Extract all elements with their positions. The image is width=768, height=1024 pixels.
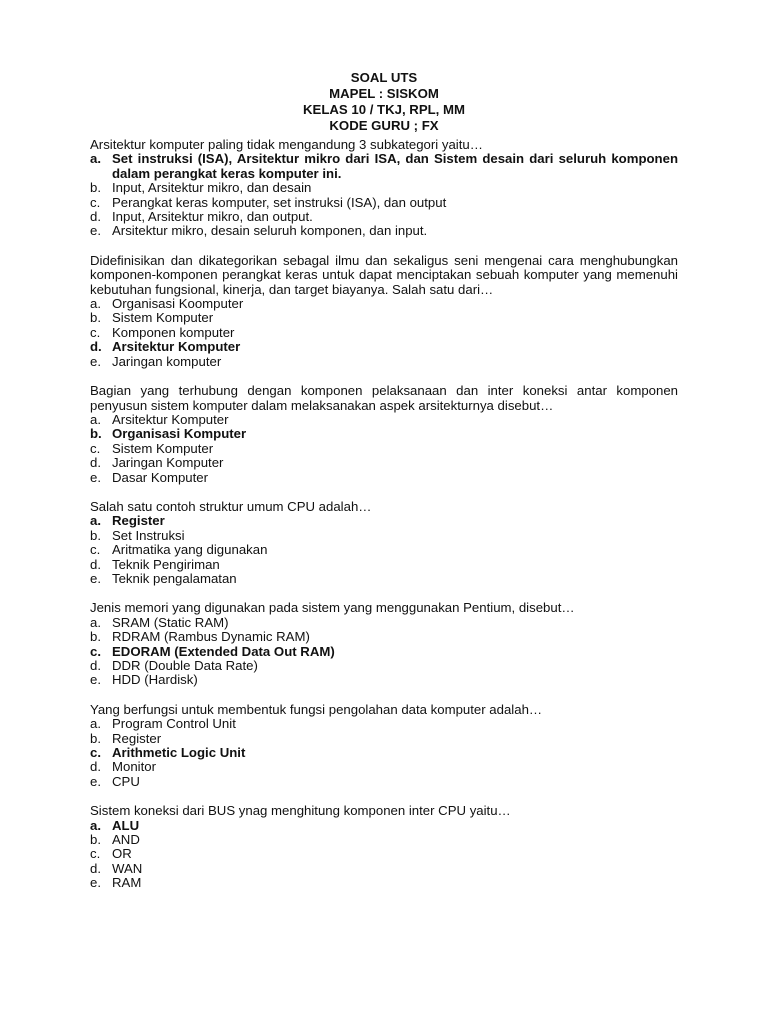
option-text: Monitor xyxy=(112,759,156,775)
option-letter: e. xyxy=(90,570,101,586)
answer-option-correct xyxy=(90,514,678,528)
option-letter: c. xyxy=(90,542,101,558)
answer-option xyxy=(90,659,678,673)
option-text: Teknik pengalamatan xyxy=(112,570,237,586)
option-letter: c. xyxy=(90,846,101,862)
option-letter: a. xyxy=(90,151,101,167)
option-text: Komponen komputer xyxy=(112,324,235,340)
option-text: Input, Arsitektur mikro, dan output. xyxy=(112,209,313,225)
answer-option-correct xyxy=(90,427,678,441)
option-letter: b. xyxy=(90,180,101,196)
question-4 xyxy=(90,500,678,586)
option-letter: a. xyxy=(90,614,101,630)
answer-option xyxy=(90,833,678,847)
option-text: HDD (Hardisk) xyxy=(112,672,198,688)
answer-option xyxy=(90,442,678,456)
answer-option xyxy=(90,775,678,789)
option-letter: d. xyxy=(90,455,101,471)
answer-option xyxy=(90,196,678,210)
answer-option-correct xyxy=(90,746,678,760)
option-text: Jaringan Komputer xyxy=(112,455,224,471)
exam-class: KELAS 10 / TKJ, RPL, MM xyxy=(303,102,465,117)
option-letter: a. xyxy=(90,817,101,833)
option-letter: c. xyxy=(90,194,101,210)
answer-option xyxy=(90,355,678,369)
question-1 xyxy=(90,138,678,239)
answer-option-correct xyxy=(90,645,678,659)
option-text: Organisasi Koomputer xyxy=(112,296,244,312)
option-letter: d. xyxy=(90,209,101,225)
answer-option xyxy=(90,326,678,340)
exam-header xyxy=(0,70,768,134)
option-text: Arsitektur Komputer xyxy=(112,411,229,427)
option-text: Teknik Pengiriman xyxy=(112,556,220,572)
answer-option xyxy=(90,311,678,325)
option-letter: c. xyxy=(90,745,101,761)
answer-option xyxy=(90,673,678,687)
question-5 xyxy=(90,601,678,687)
option-text: WAN xyxy=(112,860,143,876)
answer-option xyxy=(90,297,678,311)
option-letter: d. xyxy=(90,556,101,572)
option-text: AND xyxy=(112,832,140,848)
answer-option xyxy=(90,456,678,470)
option-letter: a. xyxy=(90,513,101,529)
question-text: Arsitektur komputer paling tidak mengandung 3 subkategori yaitu… xyxy=(90,137,483,152)
answer-option xyxy=(90,847,678,861)
option-letter: e. xyxy=(90,469,101,485)
option-letter: e. xyxy=(90,223,101,239)
option-text: EDORAM (Extended Data Out RAM) xyxy=(112,643,335,659)
option-text: Register xyxy=(112,730,162,746)
option-text: Aritmatika yang digunakan xyxy=(112,542,268,558)
option-letter: b. xyxy=(90,730,101,746)
option-letter: d. xyxy=(90,860,101,876)
option-text: ALU xyxy=(112,817,140,833)
option-letter: c. xyxy=(90,643,101,659)
exam-title: SOAL UTS xyxy=(350,70,418,85)
exam-subject: MAPEL : SISKOM xyxy=(329,86,439,101)
option-text: CPU xyxy=(112,773,140,789)
answer-option xyxy=(90,471,678,485)
option-letter: b. xyxy=(90,629,101,645)
option-letter: d. xyxy=(90,658,101,673)
option-text: Dasar Komputer xyxy=(112,469,209,485)
answer-option xyxy=(90,543,678,557)
option-text: Sistem Komputer xyxy=(112,440,214,456)
answer-option xyxy=(90,210,678,224)
option-letter: c. xyxy=(90,324,101,340)
option-text: Register xyxy=(112,513,165,529)
option-letter: b. xyxy=(90,832,101,848)
teacher-code: KODE GURU ; FX xyxy=(329,118,439,133)
option-letter: b. xyxy=(90,310,101,326)
answer-option xyxy=(90,862,678,876)
answer-option-correct xyxy=(90,819,678,833)
option-letter: b. xyxy=(90,426,102,442)
answer-option xyxy=(90,616,678,630)
option-letter: a. xyxy=(90,716,101,732)
answer-option xyxy=(90,224,678,238)
option-text: Program Control Unit xyxy=(112,716,236,732)
question-7 xyxy=(90,804,678,890)
option-text: Arithmetic Logic Unit xyxy=(112,745,246,761)
option-text: Jaringan komputer xyxy=(112,353,222,369)
option-text: Set Instruksi xyxy=(112,527,185,543)
option-text: Organisasi Komputer xyxy=(112,426,247,442)
option-letter: d. xyxy=(90,339,102,355)
option-text: Arsitektur mikro, desain seluruh komponen, dan input. xyxy=(112,223,428,239)
question-2 xyxy=(90,254,678,369)
option-letter: a. xyxy=(90,411,101,427)
option-letter: b. xyxy=(90,527,101,543)
option-letter: d. xyxy=(90,759,101,775)
answer-option-correct xyxy=(90,152,678,181)
question-3 xyxy=(90,384,678,485)
question-text: Bagian yang terhubung dengan komponen pelaksanaan dan inter koneksi antar komponen penyusun sistem komputer dalam melaksanakan aspek arsitekturnya disebut… xyxy=(90,383,678,413)
option-text: Perangkat keras komputer, set instruksi (ISA), dan output xyxy=(112,194,447,210)
option-text: OR xyxy=(112,846,132,862)
option-text: RDRAM (Rambus Dynamic RAM) xyxy=(112,629,310,645)
answer-option xyxy=(90,181,678,195)
option-letter: e. xyxy=(90,875,101,891)
option-letter: e. xyxy=(90,672,101,688)
answer-option xyxy=(90,529,678,543)
question-text: Jenis memori yang digunakan pada sistem yang menggunakan Pentium, disebut… xyxy=(90,600,575,616)
option-letter: e. xyxy=(90,773,101,789)
question-text: Sistem koneksi dari BUS ynag menghitung komponen inter CPU yaitu… xyxy=(90,803,511,819)
option-text: RAM xyxy=(112,875,142,891)
answer-option xyxy=(90,572,678,586)
question-text: Yang berfungsi untuk membentuk fungsi pengolahan data komputer adalah… xyxy=(90,701,543,717)
answer-option xyxy=(90,876,678,890)
question-text: Salah satu contoh struktur umum CPU adalah… xyxy=(90,498,372,514)
answer-option xyxy=(90,630,678,644)
answer-option xyxy=(90,717,678,731)
option-text: Set instruksi (ISA), Arsitektur mikro dari ISA, dan Sistem desain dari seluruh komponen dalam perangkat keras komputer ini. xyxy=(112,151,678,181)
option-text: DDR (Double Data Rate) xyxy=(112,658,258,673)
question-list xyxy=(90,138,678,906)
option-letter: a. xyxy=(90,296,101,312)
answer-option xyxy=(90,732,678,746)
answer-option xyxy=(90,413,678,427)
question-6 xyxy=(90,703,678,789)
option-text: Arsitektur Komputer xyxy=(112,339,241,355)
answer-option-correct xyxy=(90,340,678,354)
answer-option xyxy=(90,760,678,774)
option-text: Sistem Komputer xyxy=(112,310,214,326)
question-text: Didefinisikan dan dikategorikan sebagal ilmu dan sekaligus seni mengenai cara menghubungkan komponen-komponen perangkat keras untuk dapat menciptakan sebuah komputer yang memenuhi kebutuhan fungsional, kinerja, dan target biayanya. Salah satu dari… xyxy=(90,252,678,297)
option-letter: e. xyxy=(90,353,101,369)
option-letter: c. xyxy=(90,440,101,456)
option-text: SRAM (Static RAM) xyxy=(112,614,229,630)
answer-option xyxy=(90,558,678,572)
option-text: Input, Arsitektur mikro, dan desain xyxy=(112,180,312,196)
